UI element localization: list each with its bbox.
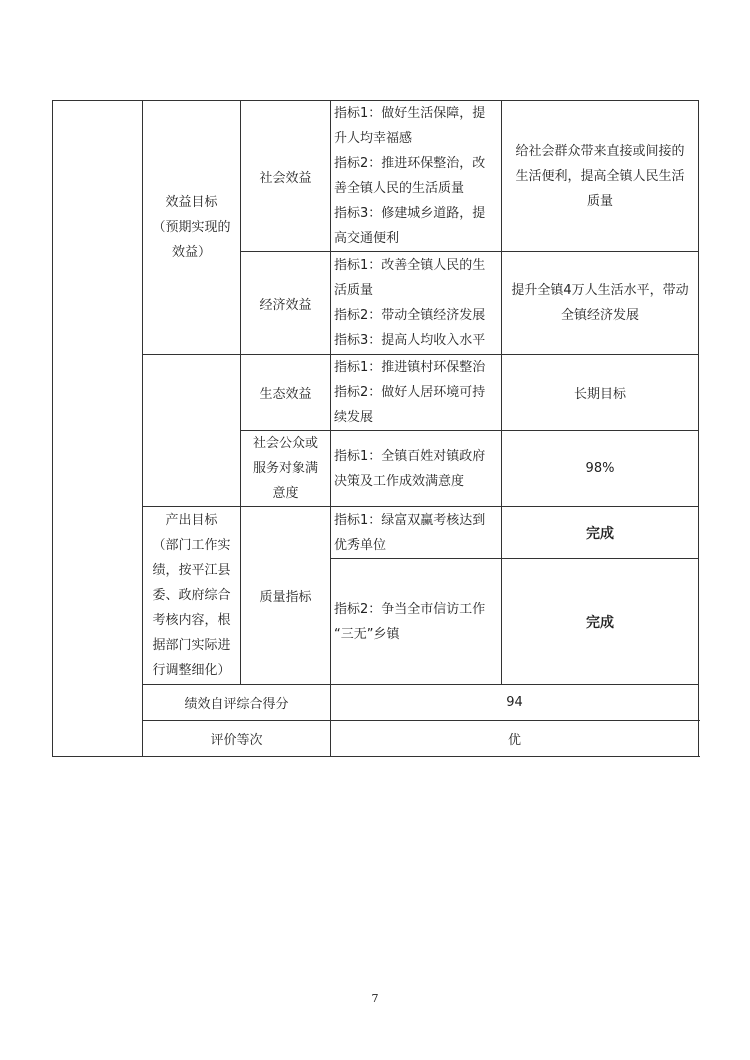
score-label: 绩效自评综合得分 [143, 685, 331, 721]
satisfaction-result: 98% [502, 431, 699, 507]
social-benefit-result: 给社会群众带来直接或间接的 生活便利，提高全镇人民生活 质量 [502, 101, 699, 252]
table-row [53, 101, 699, 252]
social-benefit-label: 社会效益 [241, 101, 331, 252]
quality-indicator-1: 指标1：绿富双赢考核达到 优秀单位 [331, 507, 502, 559]
economic-benefit-label: 经济效益 [241, 252, 331, 355]
grade-row [53, 721, 699, 757]
score-row [53, 685, 699, 721]
quality-indicator-2: 指标2：争当全市信访工作 “三无”乡镇 [331, 559, 502, 685]
table-row [53, 355, 699, 431]
economic-benefit-indicators: 指标1：改善全镇人民的生 活质量 指标2：带动全镇经济发展 指标3：提高人均收入水平 [331, 252, 502, 355]
quality-indicator-label: 质量指标 [241, 507, 331, 685]
performance-table [52, 100, 699, 757]
quality-result-2: 完成 [502, 559, 699, 685]
blank-goal-cell [143, 355, 241, 507]
ecological-benefit-indicators: 指标1：推进镇村环保整治 指标2：做好人居环境可持 续发展 [331, 355, 502, 431]
output-goal-cell: 产出目标 （部门工作实 绩，按平江县 委、政府综合 考核内容，根 据部门实际进 行调整细化） [143, 507, 241, 685]
social-benefit-indicators: 指标1：做好生活保障，提 升人均幸福感 指标2：推进环保整治，改 善全镇人民的生活质量 指标3：修建城乡道路，提 高交通便利 [331, 101, 502, 252]
satisfaction-label: 社会公众或 服务对象满 意度 [241, 431, 331, 507]
page-number: 7 [371, 992, 379, 1005]
first-column-cell [53, 101, 143, 757]
table-row [53, 507, 699, 559]
grade-label: 评价等次 [143, 721, 331, 757]
economic-benefit-result: 提升全镇4万人生活水平，带动 全镇经济发展 [502, 252, 699, 355]
ecological-benefit-label: 生态效益 [241, 355, 331, 431]
benefit-goal-cell: 效益目标 （预期实现的 效益） [143, 101, 241, 355]
satisfaction-indicators: 指标1：全镇百姓对镇政府 决策及工作成效满意度 [331, 431, 502, 507]
grade-value: 优 [331, 721, 699, 757]
score-value: 94 [331, 685, 699, 721]
quality-result-1: 完成 [502, 507, 699, 559]
ecological-benefit-result: 长期目标 [502, 355, 699, 431]
